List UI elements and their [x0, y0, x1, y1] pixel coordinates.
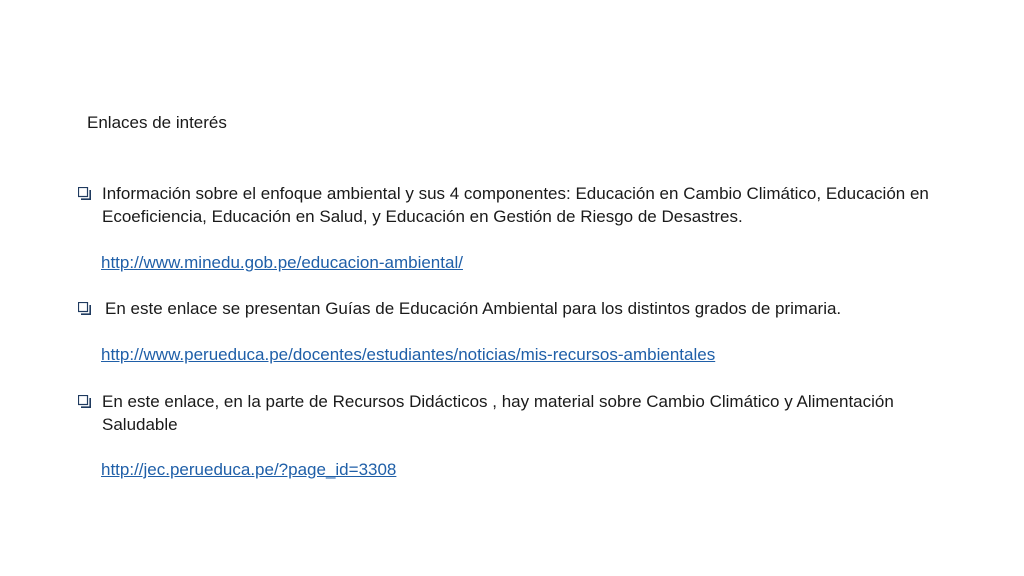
- page-title: Enlaces de interés: [87, 113, 227, 132]
- list-item-text: En este enlace se presentan Guías de Educación Ambiental para los distintos grados de primaria.: [105, 299, 842, 318]
- list-item: [78, 297, 938, 320]
- checkbox-square-icon: [78, 187, 91, 200]
- link-jec-perueduca[interactable]: http://jec.perueduca.pe/?page_id=3308: [101, 460, 397, 479]
- link-perueduca-recursos-ambientales[interactable]: http://www.perueduca.pe/docentes/estudiantes/noticias/mis-recursos-ambientales: [101, 345, 716, 364]
- list-item: [78, 182, 938, 228]
- list-item: [78, 390, 938, 436]
- checkbox-square-icon: [78, 302, 91, 315]
- list-item-text: Información sobre el enfoque ambiental y sus 4 componentes: Educación en Cambio Climático, Educación en Ecoeficiencia, Educación en Salud, y Educación en Gestión de Riesgo de Desastres.: [102, 184, 929, 226]
- list-item-text: En este enlace, en la parte de Recursos Didácticos , hay material sobre Cambio Climático y Alimentación Saludable: [102, 392, 894, 434]
- checkbox-square-icon: [78, 395, 91, 408]
- link-minedu-educacion-ambiental[interactable]: http://www.minedu.gob.pe/educacion-ambiental/: [101, 253, 463, 272]
